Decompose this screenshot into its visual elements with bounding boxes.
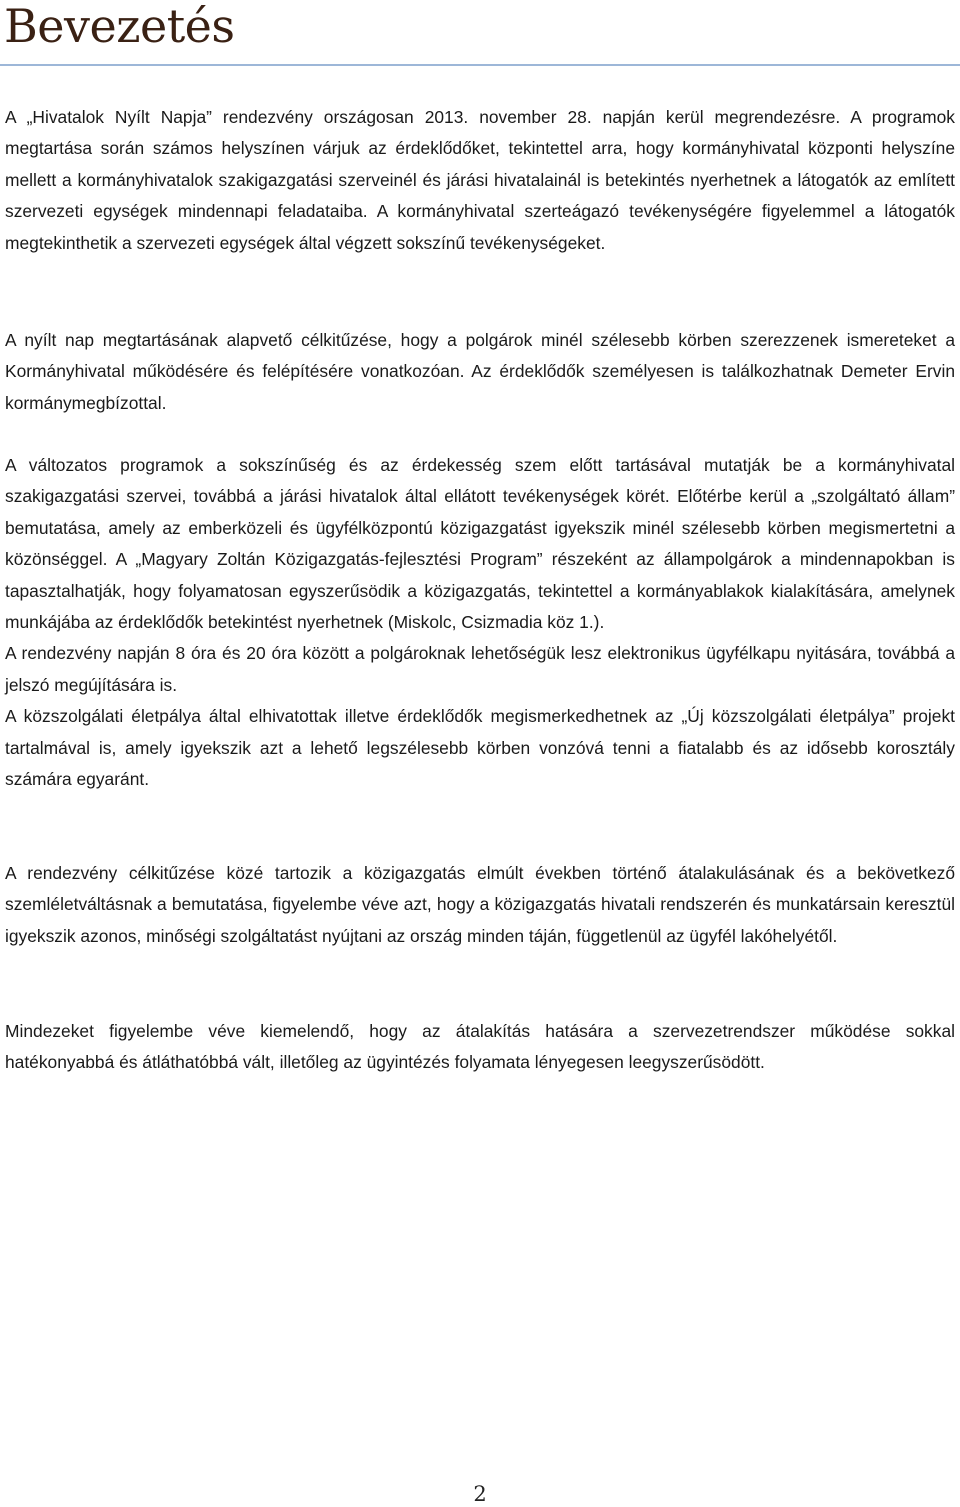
paragraph-eletpalya: A közszolgálati életpálya által elhivatottak illetve érdeklődők megismerkedhetnek az „Új közszolgálati életpálya” projekt tartalmával is, amely igyekszik azt a lehető legszélesebb körben vonzóvá tenni a fiatalabb és az idősebb korosztály számára egyaránt. xyxy=(5,706,955,790)
paragraph-goal: A nyílt nap megtartásának alapvető célkitűzése, hogy a polgárok minél szélesebb körben szerezzenek ismereteket a Kormányhivatal működésére és felépítésére vonatkozóan. Az érdeklődők személyesen is találkozhatnak Demeter Ervin kormánymegbízottal. xyxy=(5,330,955,413)
paragraph-objective: A rendezvény célkitűzése közé tartozik a közigazgatás elmúlt években történő átalakulásának és a bekövetkező szemléletváltásnak a bemutatása, figyelembe véve azt, hogy a közigazgatás hivatali rendszerén és munkatársain keresztül igyekszik azonos, minőségi szolgáltatást nyújtani az ország minden táján, függetlenül az ügyfél lakóhelyétől. xyxy=(5,863,955,946)
paragraph-conclusion: Mindezeket figyelembe véve kiemelendő, hogy az átalakítás hatására a szervezetrendszer működése sokkal hatékonyabbá és átláthatóbbá vált, illetőleg az ügyintézés folyamata lényegesen leegyszerűsödött. xyxy=(5,1021,955,1073)
page-title: Bevezetés xyxy=(4,0,235,53)
title-divider xyxy=(0,64,960,66)
paragraph-ugyfelkapu: A rendezvény napján 8 óra és 20 óra között a polgároknak lehetőségük lesz elektronikus ügyfélkapu nyitására, továbbá a jelszó megújítására is. xyxy=(5,643,955,695)
paragraph-programs-main: A változatos programok a sokszínűség és az érdekesség szem előtt tartásával mutatják be a kormányhivatal szakigazgatási szervei, továbbá a járási hivatalok által ellátott tevékenységek körét. Előtérbe kerül a „szolgáltató állam” bemutatása, amely az emberközeli és ügyfélközpontú közigazgatást igyekszik minél szélesebb körben megismertetni a közönséggel. A „Magyary Zoltán Közigazgatás-fejlesztési Program” részeként az állampolgárok a mindennapokban is tapasztalhatják, hogy folyamatosan egyszerűsödik a közigazgatás, tekintettel a kormányablakok kialakítására, amelynek munkájába az érdeklődők betekintést nyerhetnek (Miskolc, Csizmadia köz 1.). xyxy=(5,455,955,633)
page-number: 2 xyxy=(473,1482,487,1506)
paragraph-intro: A „Hivatalok Nyílt Napja” rendezvény országosan 2013. november 28. napján kerül megrendezésre. A programok megtartása során számos helyszínen várjuk az érdeklődőket, tekintettel arra, hogy kormányhivatal központi helyszíne mellett a kormányhivatalok szakigazgatási szerveinél és járási hivatalainál is betekintés nyerhetnek a látogatók az említett szervezeti egységek mindennapi feladataiba. A kormányhivatal szerteágazó tevékenységére figyelemmel a látogatók megtekinthetik a szervezeti egységek által végzett sokszínű tevékenységeket. xyxy=(5,107,955,253)
paragraph-programs xyxy=(5,450,955,795)
